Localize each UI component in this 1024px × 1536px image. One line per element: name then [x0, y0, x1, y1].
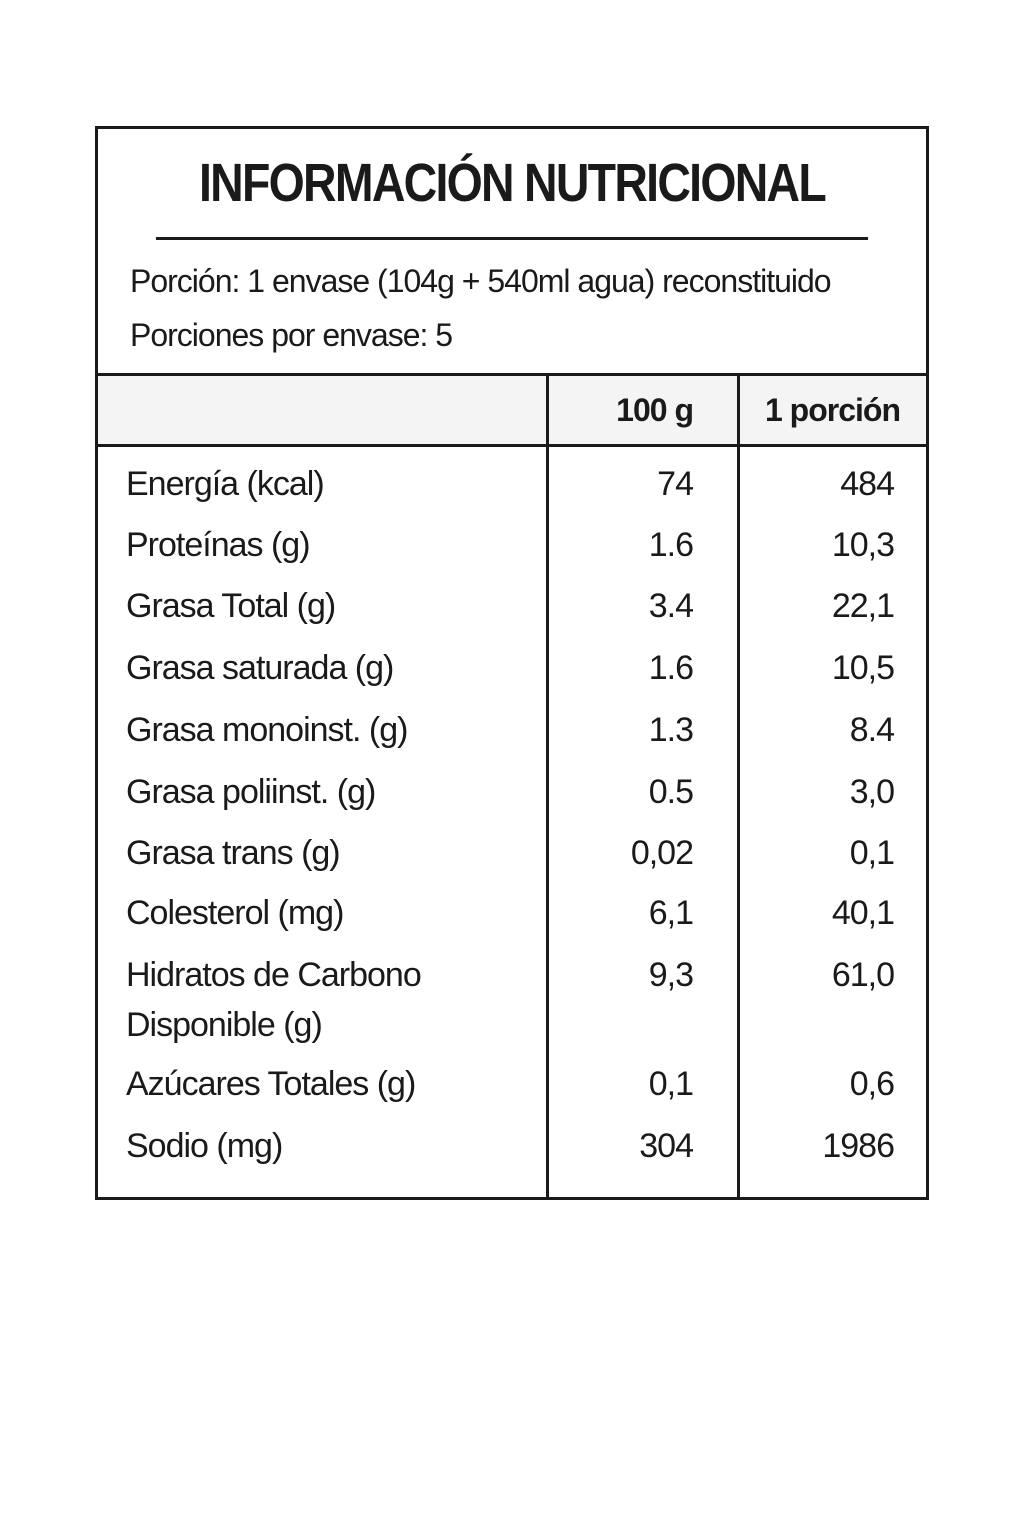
serving-info [98, 240, 926, 376]
value-per-portion: 10,3 [831, 526, 894, 564]
value-per-portion: 3,0 [849, 773, 894, 811]
value-per-100g: 74 [657, 465, 693, 503]
value-per-portion: 61,0 [831, 956, 894, 994]
value-per-portion: 40,1 [831, 894, 894, 932]
value-per-100g: 0,1 [648, 1065, 693, 1103]
nutrient-name: Proteínas (g) [126, 526, 310, 564]
nutrient-name: Azúcares Totales (g) [126, 1065, 416, 1103]
value-per-100g: 3.4 [648, 587, 693, 625]
value-per-100g: 304 [639, 1127, 693, 1165]
column-divider [737, 376, 740, 1197]
nutrient-table [98, 376, 926, 1197]
table-row [98, 581, 926, 643]
column-header-100g: 100 g [616, 391, 693, 428]
nutrition-facts-label [95, 126, 929, 1200]
nutrient-name: Grasa saturada (g) [126, 649, 394, 687]
table-row [98, 643, 926, 705]
value-per-100g: 9,3 [648, 956, 693, 994]
value-per-portion: 8.4 [849, 711, 894, 749]
nutrient-name: Grasa trans (g) [126, 834, 340, 872]
table-row [98, 1121, 926, 1183]
nutrient-name: Colesterol (mg) [126, 894, 344, 932]
value-per-100g: 0.5 [648, 773, 693, 811]
nutrient-name: Grasa poliinst. (g) [126, 773, 376, 811]
table-row [98, 888, 926, 950]
table-row [98, 1059, 926, 1121]
table-row [98, 459, 926, 520]
label-title: INFORMACIÓN NUTRICIONAL [156, 129, 868, 240]
table-header [98, 376, 926, 447]
value-per-portion: 0,1 [849, 834, 894, 872]
serving-size: Porción: 1 envase (104g + 540ml agua) reconstituido [130, 263, 831, 299]
value-per-portion: 1986 [822, 1127, 894, 1165]
servings-per-package: Porciones por envase: 5 [130, 317, 453, 353]
nutrient-name: Grasa monoinst. (g) [126, 711, 408, 749]
table-row [98, 950, 926, 1059]
value-per-portion: 0,6 [849, 1065, 894, 1103]
value-per-100g: 1.6 [648, 649, 693, 687]
value-per-portion: 484 [840, 465, 894, 503]
table-row [98, 520, 926, 581]
value-per-100g: 1.6 [648, 526, 693, 564]
value-per-100g: 6,1 [648, 894, 693, 932]
table-row [98, 705, 926, 767]
table-row [98, 828, 926, 888]
value-per-portion: 10,5 [831, 649, 894, 687]
column-divider [546, 376, 549, 1197]
value-per-portion: 22,1 [831, 587, 894, 625]
table-row [98, 767, 926, 828]
nutrient-name: Sodio (mg) [126, 1127, 283, 1165]
column-header-portion: 1 porción [764, 391, 900, 428]
nutrient-name: Energía (kcal) [126, 465, 324, 503]
value-per-100g: 1.3 [648, 711, 693, 749]
nutrient-name: Grasa Total (g) [126, 587, 336, 625]
nutrient-name: Hidratos de Carbono Disponible (g) [126, 956, 421, 1044]
value-per-100g: 0,02 [630, 834, 693, 872]
